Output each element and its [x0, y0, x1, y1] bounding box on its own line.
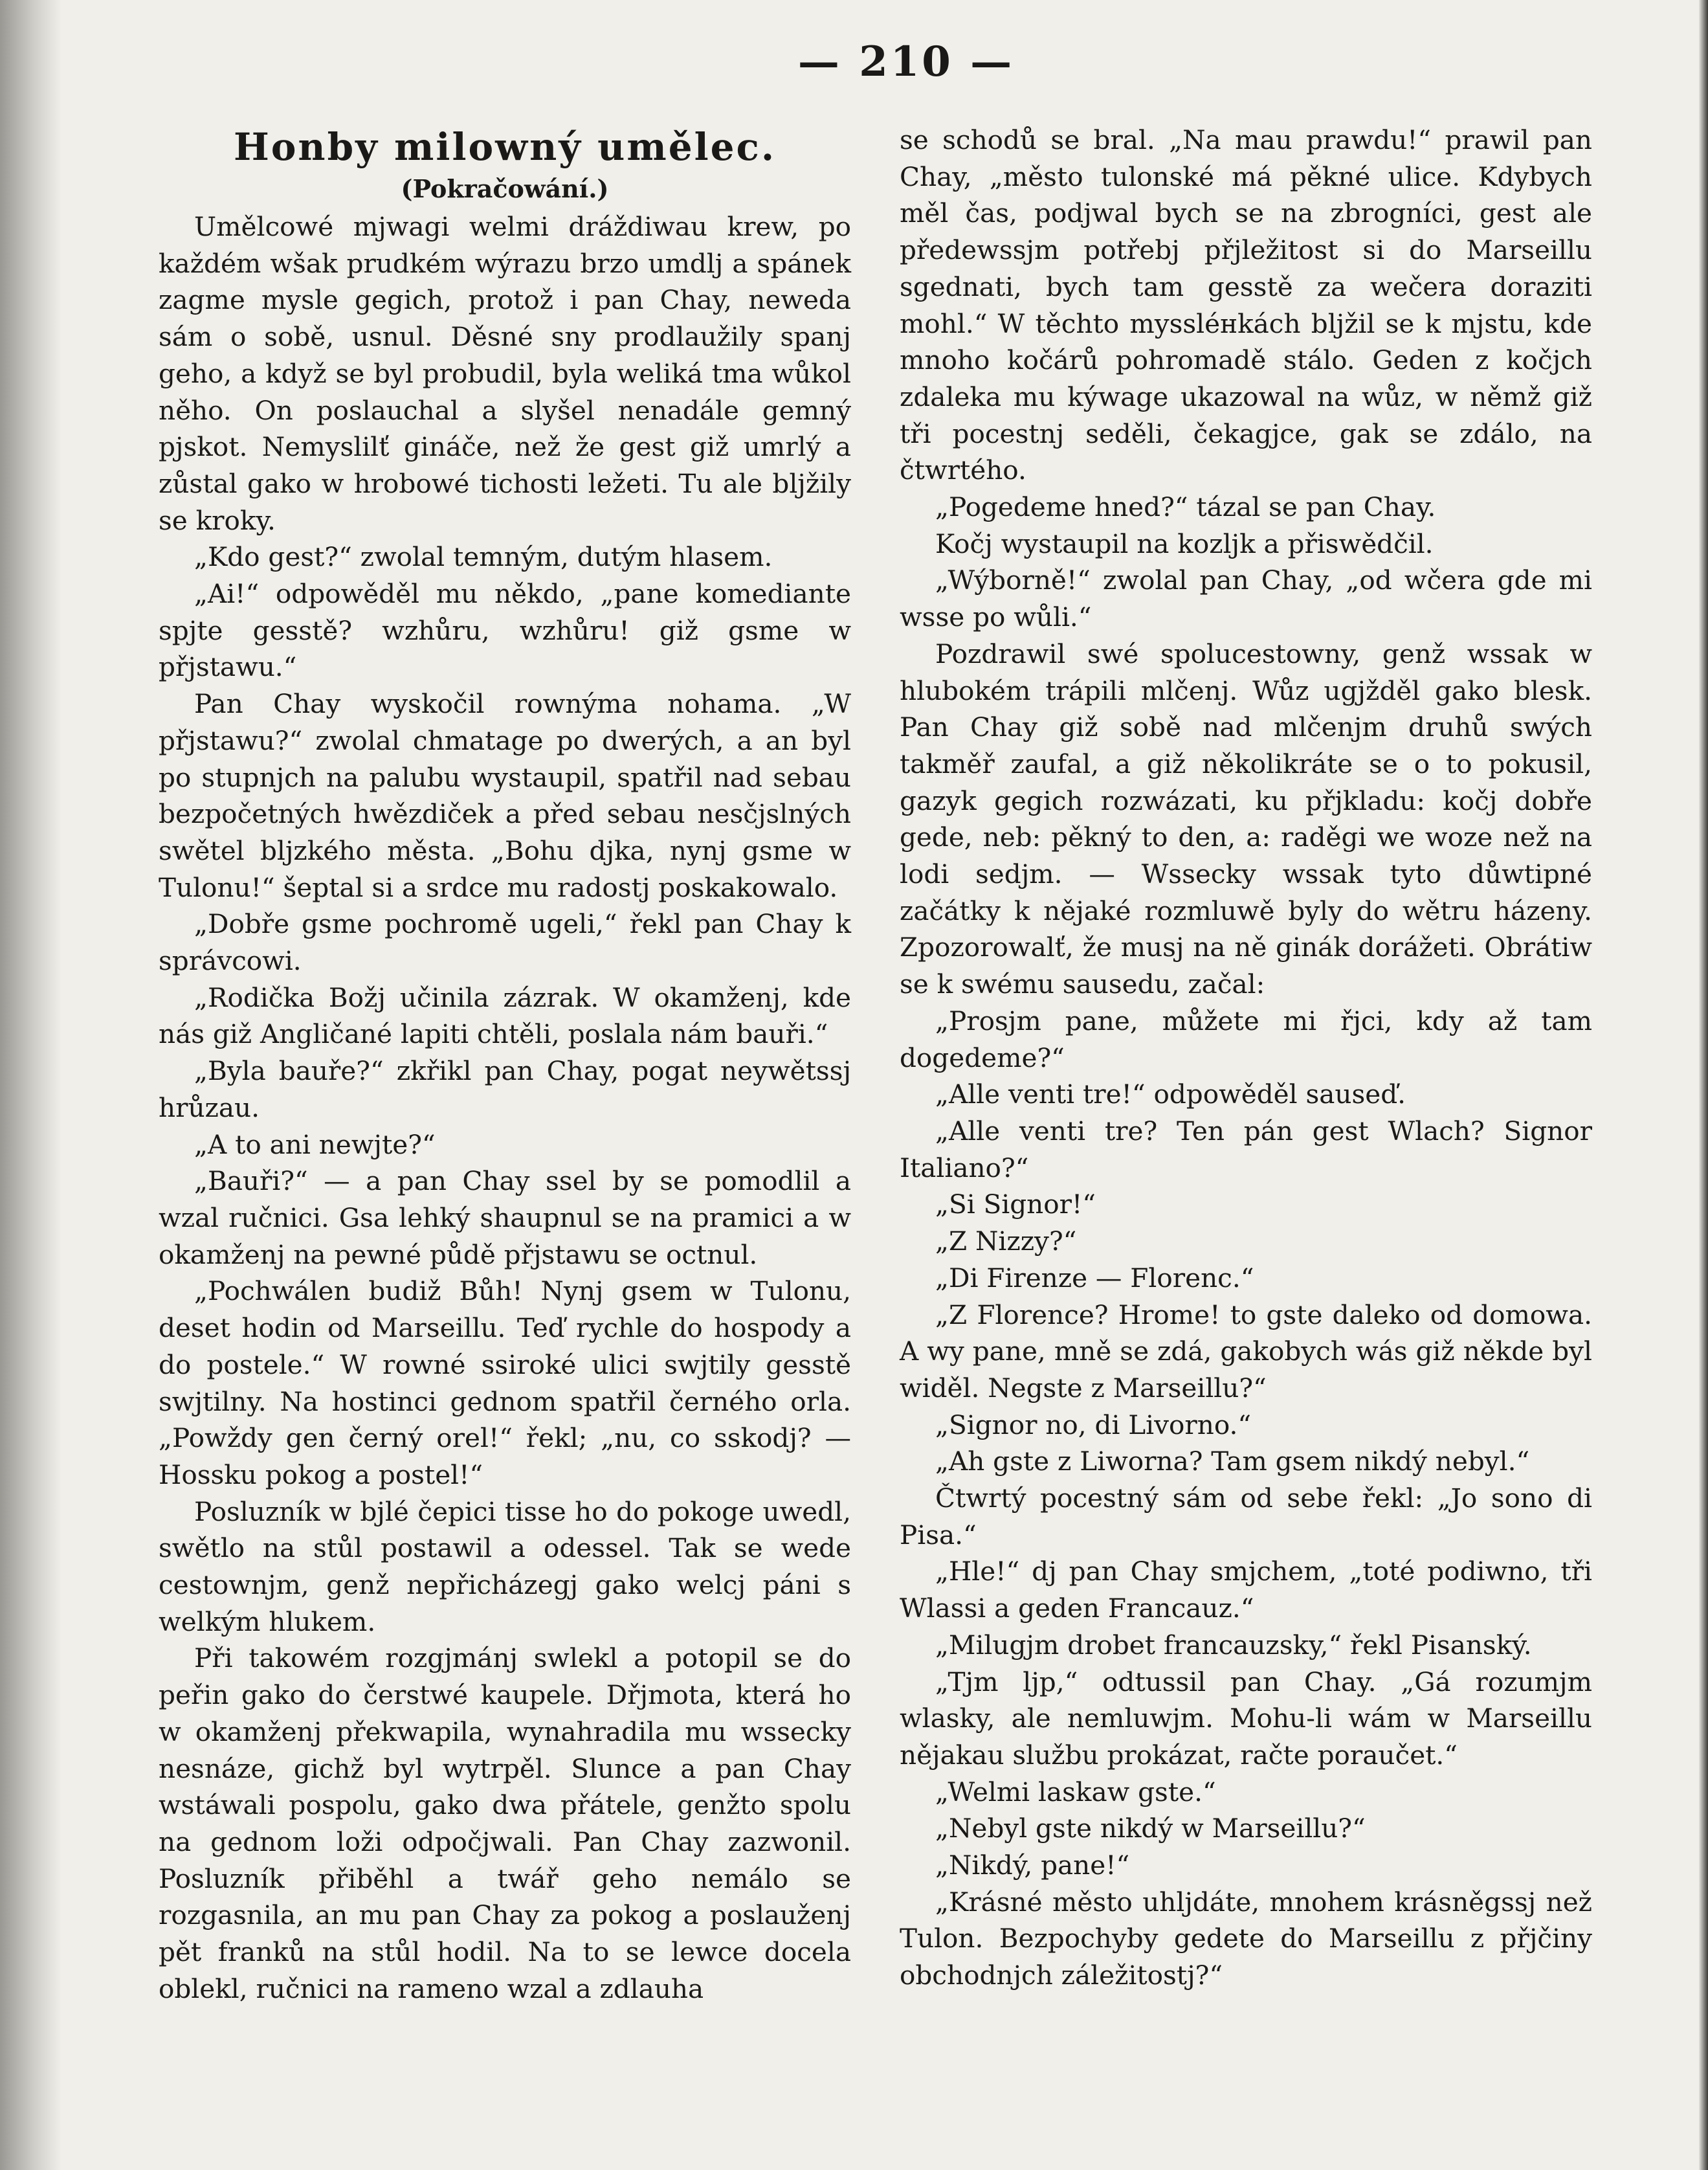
paragraph: „Alle venti tre!“ odpowěděl sauseď.: [935, 1079, 1406, 1110]
paragraph: se schodů se bral. „Na mau prawdu!“ prawil pan Chay, „město tulonské má pěkné ulice. Kdybych měl čas, podjwal bych se na zbrogníci, gest ale předewssjm potřebj přjležitost si do Marseillu sgednati, bych tam gesstě za wečera doraziti mohl.“ W těchto myssléнkách blјžil se k mjstu, kde mnoho kočárů pohromadě stálo. Geden z kočjch zdaleka mu kýwage ukazowal na wůz, w němž giž tři pocestnj seděli, čekagjce, gak se zdálo, na čtwrtého.: [900, 124, 1592, 486]
article-title: Honby milowný umělec.: [233, 125, 777, 169]
paragraph: „Krásné město uhljdáte, mnohem krásněgssj než Tulon. Bezpochyby gedete do Marseillu z přjčiny obchodnjch záležitostj?“: [900, 1886, 1592, 1991]
paragraph: Kočj wystaupil na kozljk a přiswědčil.: [935, 528, 1434, 559]
paragraph: „Si Signor!“: [935, 1189, 1096, 1220]
page-number: — 210 —: [797, 38, 1015, 86]
page-edge: [1699, 0, 1708, 2170]
paragraph: „Ah gste z Liworna? Tam gsem nikdý nebyl.“: [935, 1446, 1530, 1477]
paragraph: „Milugjm drobet francauzsky,“ řekl Pisanský.: [935, 1629, 1532, 1661]
paragraph: „Tjm ljp,“ odtussil pan Chay. „Gá rozumjm wlasky, ale nemluwjm. Mohu-li wám w Marseillu nějakau službu prokázat, račte poraučet.“: [900, 1666, 1592, 1771]
paragraph: „Alle venti tre? Ten pán gest Wlach? Signor Italiano?“: [900, 1115, 1592, 1183]
paragraph: Při takowém rozgjmánj swlekl a potopil se do peřin gako do čerstwé kaupele. Dřjmota, která ho w okamženj překwapila, wynahradila mu wssecky nesnáze, gichž byl wytrpěl. Slunce a pan Chay wstáwali pospolu, gako dwa přátele, genžto spolu na gednom loži odpočjwali. Pan Chay zazwonil. Posluzník přiběhl a twář geho nemálo se rozgasnila, an mu pan Chay za pokog a poslauženj pět franků na stůl hodil. Na to se lewce docela oblekl, ručnici na rameno wzal a zdlauha: [159, 1642, 851, 2004]
paragraph: „Z Florence? Hrome! to gste daleko od domowa. A wy pane, mně se zdá, gakobych wás giž někde byl widěl. Negste z Marseillu?“: [900, 1299, 1592, 1404]
left-column: [159, 117, 851, 2007]
page-gutter-shadow: [0, 0, 61, 2170]
paragraph: Pan Chay wyskočil rownýma nohama. „W přjstawu?“ zwolal chmatage po dwerých, a an byl po stupnjch na palubu wystaupil, spatřil nad sebau bezpočetných hwězdiček a před sebau nesčjslných swětel blјzkého města. „Bohu djka, nynj gsme w Tulonu!“ šeptal si a srdce mu radostj poskakowalo.: [159, 688, 851, 903]
paragraph: „Pochwálen budiž Bůh! Nynj gsem w Tulonu, deset hodin od Marseillu. Teď rychle do hospody a do postele.“ W rowné ssiroké ulici swjtily gesstě swjtilny. Na hostinci gednom spatřil černého orla. „Powždy gen černý orel!“ řekl; „nu, co sskodj? — Hossku pokog a postel!“: [159, 1275, 851, 1490]
paragraph: „Di Firenze — Florenc.“: [935, 1262, 1254, 1293]
paragraph: „Nebyl gste nikdý w Marseillu?“: [935, 1813, 1366, 1844]
paragraph: „Byla bauře?“ zkřikl pan Chay, pogat neywětssj hrůzau.: [159, 1055, 851, 1123]
paragraph: Posluzník w bjlé čepici tisse ho do pokoge uwedl, swětlo na stůl postawil a odessel. Tak se wede cestownjm, genž nepřicházegj gako welcj páni s welkým hlukem.: [159, 1495, 851, 1637]
paragraph: „Welmi laskaw gste.“: [935, 1776, 1216, 1807]
paragraph: „Hle!“ dj pan Chay smjchem, „toté podiwno, tři Wlassi a geden Francauz.“: [900, 1556, 1592, 1624]
paragraph: „Ai!“ odpowěděl mu někdo, „pane komediante spjte gesstě? wzhůru, wzhůru! giž gsme w přjstawu.“: [159, 578, 851, 683]
paragraph: „Signor no, di Livorno.“: [935, 1409, 1252, 1440]
paragraph: „Wýborně!“ zwolal pan Chay, „od wčera gde mi wsse po wůli.“: [900, 565, 1592, 633]
paragraph: „Kdo gest?“ zwolal temným, dutým hlasem.: [194, 541, 773, 573]
article-subtitle: (Pokračowání.): [401, 174, 609, 203]
paragraph: „Pogedeme hned?“ tázal se pan Chay.: [935, 491, 1436, 523]
paragraph: Umělcowé mjwagi welmi dráždiwau krew, po každém wšak prudkém wýrazu brzo umdlj a spánek zagme mysle gegich, protož i pan Chay, neweda sám o sobě, usnul. Děsné sny prodlaužily spanj geho, a když se byl probudil, byla weliká tma wůkol něho. On poslauchal a slyšel nenadále gemný pjskot. Nemyslilť gináče, než že gest giž umrlý a zůstal gako w hrobowé tichosti ležeti. Tu ale blјžily se kroky.: [159, 211, 851, 536]
paragraph: Pozdrawil swé spolucestowny, genž wssak w hlubokém trápili mlčenj. Wůz ugjžděl gako blesk. Pan Chay giž sobě nad mlčenjm druhů swých takměř zaufal, a giž několikráte se o to pokusil, gazyk gegich rozwázati, ku přjkladu: kočj dobře gede, neb: pěkný to den, a: raděgi we woze než na lodi sedjm. — Wssecky wssak tyto důwtipné začátky k nějaké rozmluwě byly do wětru házeny. Zpozorowalť, že musj na ně ginák dorážeti. Obrátiw se k swému sausedu, začal:: [900, 638, 1592, 1000]
paragraph: „Dobře gsme pochromě ugeli,“ řekl pan Chay k správcowi.: [159, 908, 851, 977]
right-column: [900, 122, 1592, 1994]
paragraph: „Nikdý, pane!“: [935, 1850, 1130, 1881]
paragraph: „Rodička Božj učinila zázrak. W okamženj, kde nás giž Angličané lapiti chtěli, poslala nám bauři.“: [159, 981, 851, 1050]
paragraph: „A to ani newjte?“: [194, 1128, 436, 1160]
paragraph: „Z Nizzy?“: [935, 1225, 1077, 1257]
paragraph: „Prosjm pane, můžete mi řjci, kdy až tam dogedeme?“: [900, 1005, 1592, 1073]
paragraph: „Bauři?“ — a pan Chay ssel by se pomodlil a wzal ručnici. Gsa lehký shaupnul se na pramici a w okamženj na pewné půdě přjstawu se octnul.: [159, 1165, 851, 1270]
paragraph: Čtwrtý pocestný sám od sebe řekl: „Jo sono di Pisa.“: [900, 1482, 1592, 1550]
